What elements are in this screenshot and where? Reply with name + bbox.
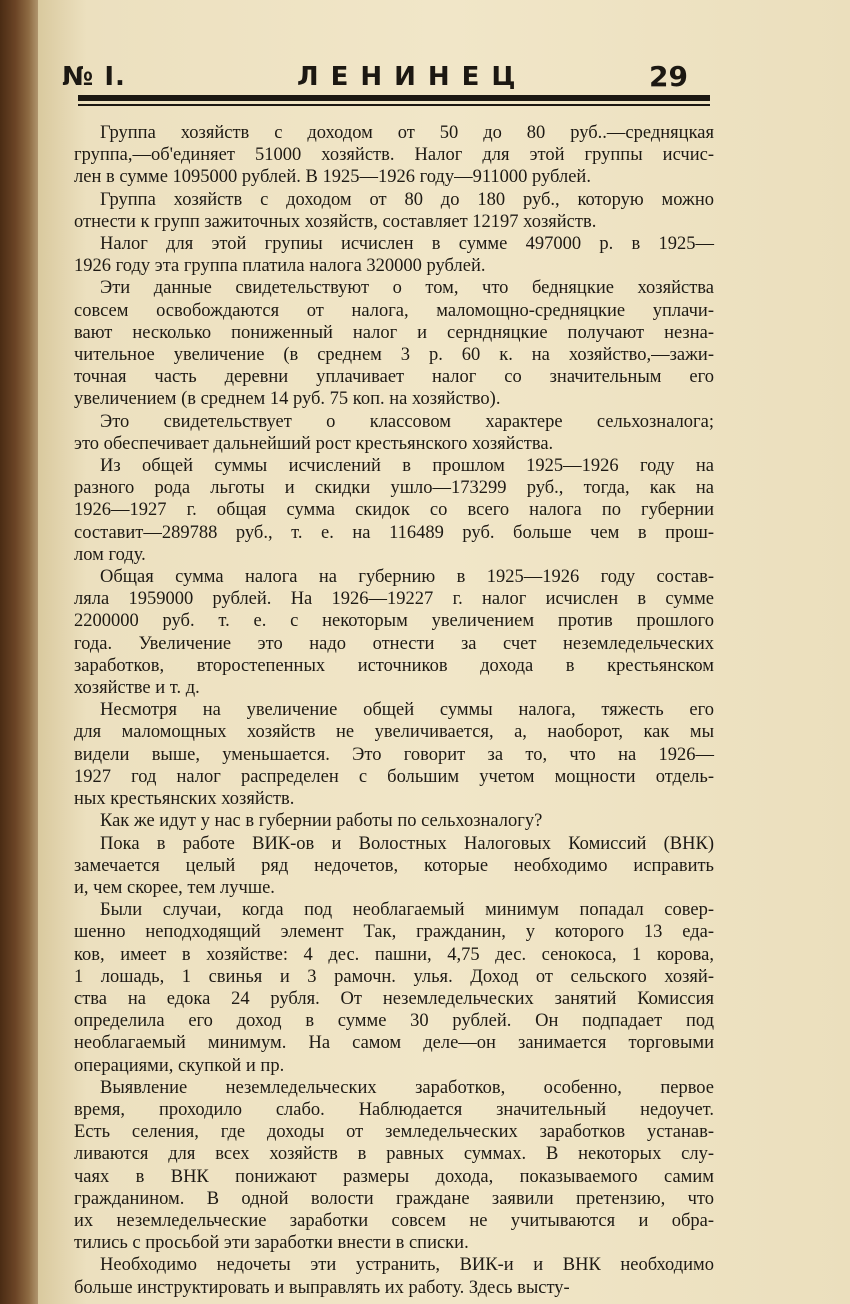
text-line: Были случаи, когда под необлагаемый минимум попадал совер- [100,900,714,921]
text-line: 1926—1927 г. общая сумма скидок со всего налога по губернии [74,500,714,521]
article-body [74,122,714,1299]
text-line: Из общей суммы исчислений в прошлом 1925—1926 году на [100,456,714,477]
page-header [62,58,708,98]
text-line: Есть селения, где доходы от земледельческих заработков устанав- [74,1122,714,1143]
text-line: Пока в работе ВИК-ов и Волостных Налоговых Комиссий (ВНК) [100,833,714,854]
text-line: необлагаемый минимум. На самом деле—он занимается торговыми [74,1033,714,1054]
text-line: хозяйстве и т. д. [74,678,200,699]
issue-number: № I. [62,62,126,92]
text-line: Несмотря на увеличение общей суммы налога, тяжесть его [100,700,714,721]
paragraph [74,1077,714,1255]
text-line: определила его доход в сумме 30 рублей. Он подпадает под [74,1011,714,1032]
text-line: лен в сумме 1095000 рублей. В 1925—1926 году—911000 рублей. [74,167,591,188]
text-line: больше инструктировать и выправлять их работу. Здесь высту- [74,1277,570,1298]
text-line: Группа хозяйств с доходом от 80 до 180 руб., которую можно [100,189,714,210]
paragraph [74,411,714,455]
text-line: замечается целый ряд недочетов, которые необходимо исправить [74,855,714,876]
text-line: Выявление неземледельческих заработков, особенно, первое [100,1077,714,1098]
paragraph [74,277,714,410]
paragraph [74,189,714,233]
text-line: операциями, скупкой и пр. [74,1055,285,1076]
text-line: увеличением (в среднем 14 руб. 75 коп. на хозяйство). [74,389,501,410]
text-line: заработков, второстепенных источников дохода в крестьянском [74,655,714,676]
text-line: 1927 год налог распределен с большим учетом мощности отдель- [74,766,714,787]
text-line: точная часть деревни уплачивает налог со значительным его [74,367,714,388]
text-line: и, чем скорее, тем лучше. [74,877,275,898]
paragraph [74,699,714,810]
text-line: 2200000 руб. т. е. с некоторым увеличением против прошлого [74,611,714,632]
text-line: Эти данные свидетельствуют о том, что бедняцкие хозяйства [100,278,714,299]
text-line: это обеспечивает дальнейший рост крестьянского хозяйства. [74,433,554,454]
paragraph [74,455,714,566]
text-line: года. Увеличение это надо отнести за счет неземледельческих [74,633,714,654]
paragraph [74,233,714,277]
text-line: отнести к групп зажиточных хозяйств, составляет 12197 хозяйств. [74,211,597,232]
text-line: ных крестьянских хозяйств. [74,789,295,810]
paragraph [74,899,714,1077]
header-rule-thin [78,104,710,106]
text-line: шенно неподходящий элемент Так, гражданин, у которого 13 еда- [74,922,714,943]
text-line: составит—289788 руб., т. е. на 116489 руб. больше чем в прош- [74,522,714,543]
text-line: ляла 1959000 рублей. На 1926—19227 г. налог исчислен в сумме [74,589,714,610]
text-line: ства на едока 24 рубля. От неземледельческих занятий Комиссия [74,988,714,1009]
text-line: гражданином. В одной волости граждане заявили претензию, что [74,1188,714,1209]
journal-title: ЛЕНИНЕЦ [297,62,528,92]
text-line: для маломощных хозяйств не увеличивается, а, наоборот, как мы [74,722,714,743]
text-line: Как же идут у нас в губернии работы по сельхозналогу? [100,811,543,832]
text-line: Группа хозяйств с доходом от 50 до 80 руб..—средняцкая [100,123,714,143]
text-line: Налог для этой групиы исчислен в сумме 497000 р. в 1925— [100,234,714,255]
text-line: их неземледельческие заработки совсем не учитываются и обра- [74,1210,714,1231]
header-rule-thick [78,95,710,101]
text-line: ков, имеет в хозяйстве: 4 дес. пашни, 4,75 дес. сенокоса, 1 корова, [74,944,714,965]
text-line: чительное увеличение (в среднем 3 р. 60 к. на хозяйство,—зажи- [74,345,714,366]
text-line: 1926 году эта группа платила налога 320000 рублей. [74,256,486,277]
text-line: Это свидетельствует о классовом характере сельхозналога; [100,411,714,432]
text-line: ливаются для всех хозяйств в равных суммах. В некоторых слу- [74,1144,714,1165]
paragraph [74,566,714,699]
text-line: время, проходило слабо. Наблюдается значительный недоучет. [74,1099,714,1120]
paragraph [74,1254,714,1298]
text-line: вают несколько пониженный налог и серндняцкие получают незна- [74,322,714,343]
text-line: разного рода льготы и скидки ушло—173299 руб., тогда, как на [74,478,714,499]
paragraph [74,833,714,900]
text-line: Общая сумма налога на губернию в 1925—1926 году состав- [100,567,714,588]
text-line: чаях в ВНК понижают размеры дохода, показываемого самим [74,1166,714,1187]
text-line: 1 лошадь, 1 свинья и 3 рамочн. улья. Доход от сельского хозяй- [74,966,714,987]
page-number: 29 [649,60,688,93]
text-line: видели выше, уменьшается. Это говорит за то, что на 1926— [74,744,714,765]
text-line: тились с просьбой эти заработки внести в списки. [74,1233,469,1254]
text-line: совсем освобождаются от налога, маломощно-средняцкие уплачи- [74,300,714,321]
paragraph [74,122,714,189]
text-line: группа,—об'единяет 51000 хозяйств. Налог для этой группы исчис- [74,145,714,166]
text-line: лом году. [74,544,146,565]
paragraph [74,810,714,832]
text-line: Необходимо недочеты эти устранить, ВИК-и и ВНК необходимо [100,1255,714,1276]
